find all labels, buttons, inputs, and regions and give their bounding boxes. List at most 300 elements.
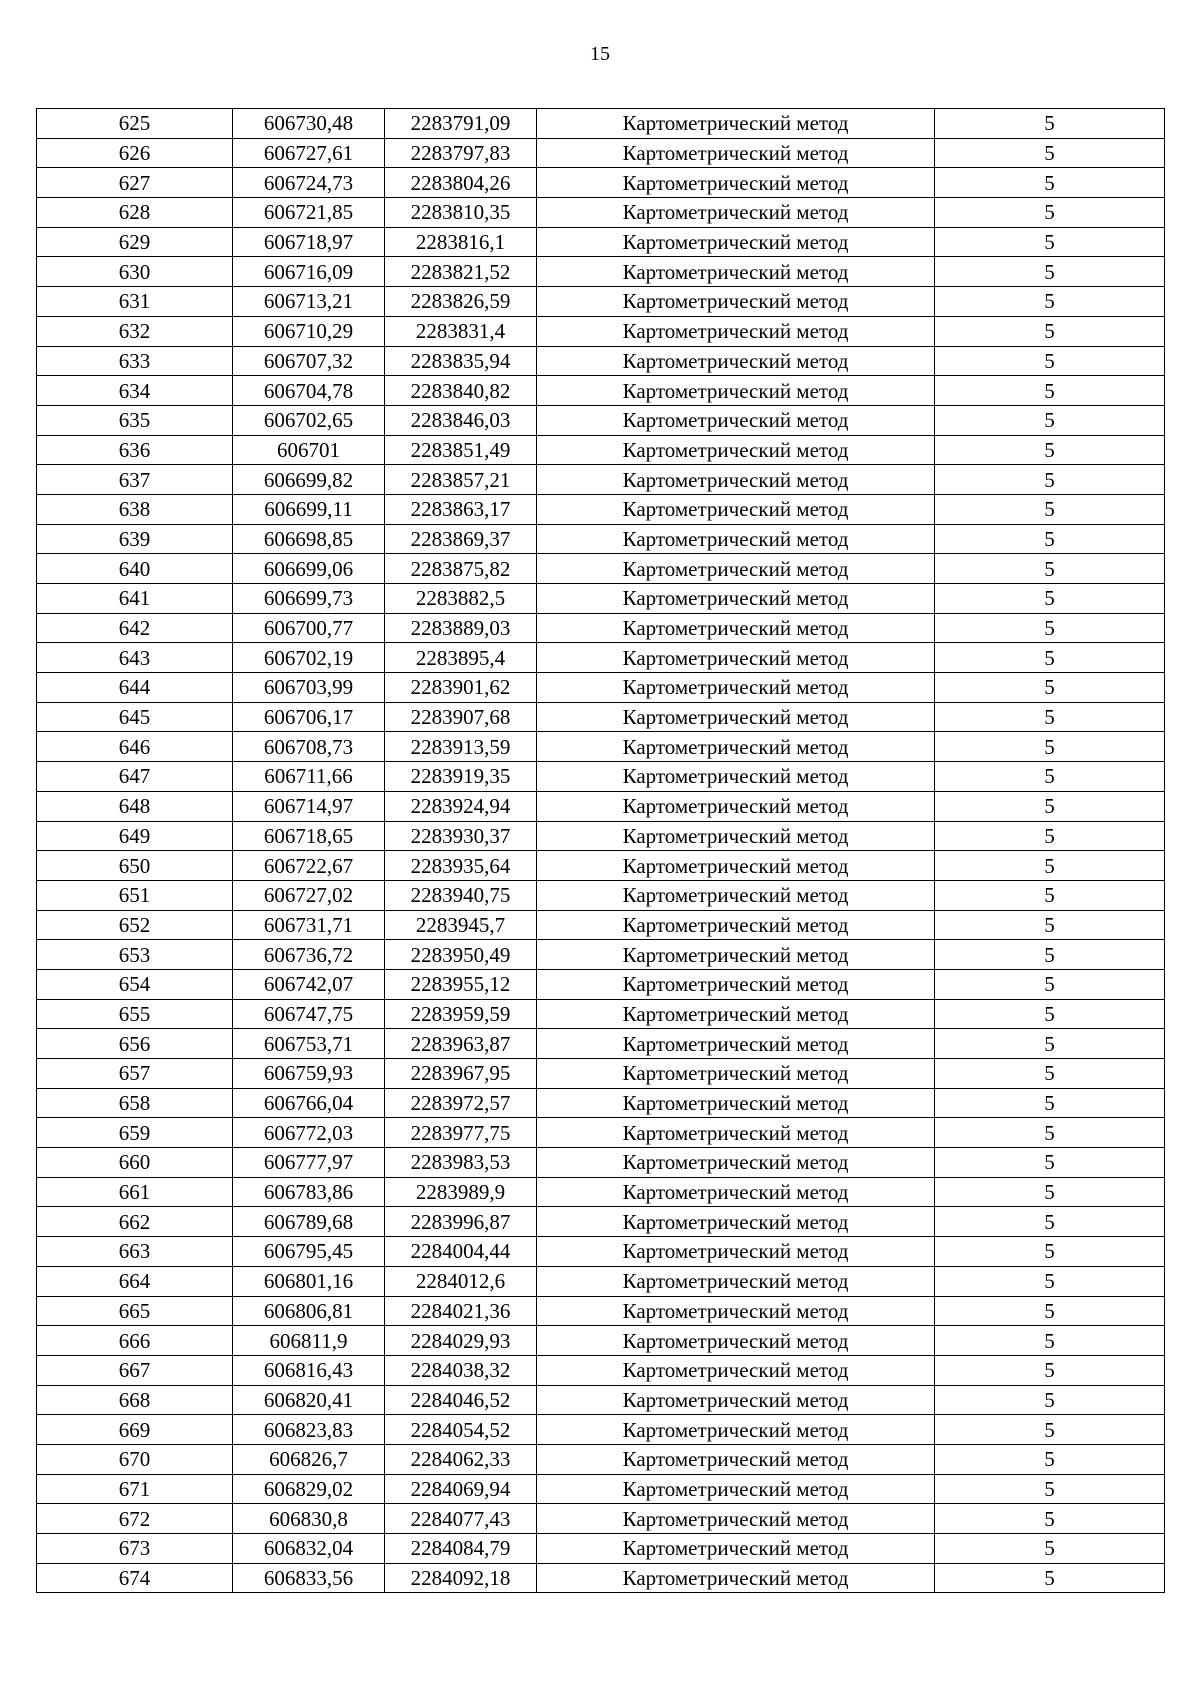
table-row <box>37 584 1165 614</box>
accuracy-cell: 5 <box>935 138 1165 168</box>
accuracy-cell: 5 <box>935 168 1165 198</box>
method-cell: Картометрический метод <box>537 1444 935 1474</box>
table-row <box>37 673 1165 703</box>
method-cell: Картометрический метод <box>537 584 935 614</box>
accuracy-cell: 5 <box>935 1118 1165 1148</box>
table-row <box>37 910 1165 940</box>
table-row <box>37 1534 1165 1564</box>
y-coordinate-cell: 2283895,4 <box>385 643 537 673</box>
x-coordinate-cell: 606753,71 <box>233 1029 385 1059</box>
x-coordinate-cell: 606742,07 <box>233 969 385 999</box>
x-coordinate-cell: 606721,85 <box>233 198 385 228</box>
table-row <box>37 168 1165 198</box>
accuracy-cell: 5 <box>935 494 1165 524</box>
y-coordinate-cell: 2283913,59 <box>385 732 537 762</box>
x-coordinate-cell: 606699,82 <box>233 465 385 495</box>
y-coordinate-cell: 2284062,33 <box>385 1444 537 1474</box>
accuracy-cell: 5 <box>935 316 1165 346</box>
method-cell: Картометрический метод <box>537 940 935 970</box>
method-cell: Картометрический метод <box>537 1534 935 1564</box>
x-coordinate-cell: 606772,03 <box>233 1118 385 1148</box>
point-number-cell: 646 <box>37 732 233 762</box>
x-coordinate-cell: 606702,19 <box>233 643 385 673</box>
method-cell: Картометрический метод <box>537 1326 935 1356</box>
point-number-cell: 630 <box>37 257 233 287</box>
point-number-cell: 632 <box>37 316 233 346</box>
x-coordinate-cell: 606707,32 <box>233 346 385 376</box>
point-number-cell: 629 <box>37 227 233 257</box>
table-row <box>37 1118 1165 1148</box>
accuracy-cell: 5 <box>935 999 1165 1029</box>
point-number-cell: 657 <box>37 1059 233 1089</box>
method-cell: Картометрический метод <box>537 524 935 554</box>
x-coordinate-cell: 606718,65 <box>233 821 385 851</box>
y-coordinate-cell: 2283963,87 <box>385 1029 537 1059</box>
point-number-cell: 673 <box>37 1534 233 1564</box>
table-row <box>37 1088 1165 1118</box>
x-coordinate-cell: 606722,67 <box>233 851 385 881</box>
y-coordinate-cell: 2283851,49 <box>385 435 537 465</box>
x-coordinate-cell: 606727,02 <box>233 880 385 910</box>
point-number-cell: 659 <box>37 1118 233 1148</box>
method-cell: Картометрический метод <box>537 198 935 228</box>
table-row <box>37 1326 1165 1356</box>
method-cell: Картометрический метод <box>537 257 935 287</box>
table-row <box>37 138 1165 168</box>
x-coordinate-cell: 606699,73 <box>233 584 385 614</box>
table-row <box>37 109 1165 139</box>
x-coordinate-cell: 606703,99 <box>233 673 385 703</box>
method-cell: Картометрический метод <box>537 1118 935 1148</box>
accuracy-cell: 5 <box>935 346 1165 376</box>
x-coordinate-cell: 606714,97 <box>233 791 385 821</box>
y-coordinate-cell: 2283977,75 <box>385 1118 537 1148</box>
x-coordinate-cell: 606826,7 <box>233 1444 385 1474</box>
table-row <box>37 435 1165 465</box>
point-number-cell: 625 <box>37 109 233 139</box>
point-number-cell: 651 <box>37 880 233 910</box>
y-coordinate-cell: 2283930,37 <box>385 821 537 851</box>
point-number-cell: 663 <box>37 1237 233 1267</box>
table-row <box>37 613 1165 643</box>
point-number-cell: 665 <box>37 1296 233 1326</box>
method-cell: Картометрический метод <box>537 316 935 346</box>
point-number-cell: 637 <box>37 465 233 495</box>
point-number-cell: 667 <box>37 1355 233 1385</box>
y-coordinate-cell: 2283869,37 <box>385 524 537 554</box>
table-row <box>37 1563 1165 1593</box>
method-cell: Картометрический метод <box>537 791 935 821</box>
point-number-cell: 652 <box>37 910 233 940</box>
page-number: 15 <box>590 43 610 65</box>
x-coordinate-cell: 606716,09 <box>233 257 385 287</box>
method-cell: Картометрический метод <box>537 1474 935 1504</box>
method-cell: Картометрический метод <box>537 376 935 406</box>
table-row <box>37 257 1165 287</box>
method-cell: Картометрический метод <box>537 1029 935 1059</box>
method-cell: Картометрический метод <box>537 138 935 168</box>
accuracy-cell: 5 <box>935 109 1165 139</box>
point-number-cell: 664 <box>37 1266 233 1296</box>
point-number-cell: 671 <box>37 1474 233 1504</box>
method-cell: Картометрический метод <box>537 880 935 910</box>
accuracy-cell: 5 <box>935 1355 1165 1385</box>
method-cell: Картометрический метод <box>537 494 935 524</box>
accuracy-cell: 5 <box>935 1385 1165 1415</box>
accuracy-cell: 5 <box>935 969 1165 999</box>
table-row <box>37 1207 1165 1237</box>
point-number-cell: 655 <box>37 999 233 1029</box>
y-coordinate-cell: 2284069,94 <box>385 1474 537 1504</box>
method-cell: Картометрический метод <box>537 969 935 999</box>
accuracy-cell: 5 <box>935 1444 1165 1474</box>
point-number-cell: 668 <box>37 1385 233 1415</box>
point-number-cell: 640 <box>37 554 233 584</box>
y-coordinate-cell: 2284021,36 <box>385 1296 537 1326</box>
method-cell: Картометрический метод <box>537 1177 935 1207</box>
x-coordinate-cell: 606711,66 <box>233 762 385 792</box>
y-coordinate-cell: 2283955,12 <box>385 969 537 999</box>
table-row <box>37 316 1165 346</box>
x-coordinate-cell: 606736,72 <box>233 940 385 970</box>
point-number-cell: 635 <box>37 405 233 435</box>
method-cell: Картометрический метод <box>537 702 935 732</box>
point-number-cell: 633 <box>37 346 233 376</box>
point-number-cell: 642 <box>37 613 233 643</box>
table-row <box>37 1504 1165 1534</box>
x-coordinate-cell: 606747,75 <box>233 999 385 1029</box>
method-cell: Картометрический метод <box>537 227 935 257</box>
point-number-cell: 639 <box>37 524 233 554</box>
accuracy-cell: 5 <box>935 376 1165 406</box>
y-coordinate-cell: 2283996,87 <box>385 1207 537 1237</box>
method-cell: Картометрический метод <box>537 851 935 881</box>
point-number-cell: 645 <box>37 702 233 732</box>
table-row <box>37 1029 1165 1059</box>
x-coordinate-cell: 606795,45 <box>233 1237 385 1267</box>
y-coordinate-cell: 2283907,68 <box>385 702 537 732</box>
table-row <box>37 405 1165 435</box>
accuracy-cell: 5 <box>935 1266 1165 1296</box>
x-coordinate-cell: 606698,85 <box>233 524 385 554</box>
x-coordinate-cell: 606704,78 <box>233 376 385 406</box>
point-number-cell: 669 <box>37 1415 233 1445</box>
y-coordinate-cell: 2283924,94 <box>385 791 537 821</box>
x-coordinate-cell: 606811,9 <box>233 1326 385 1356</box>
table-row <box>37 940 1165 970</box>
y-coordinate-cell: 2284084,79 <box>385 1534 537 1564</box>
point-number-cell: 649 <box>37 821 233 851</box>
point-number-cell: 643 <box>37 643 233 673</box>
x-coordinate-cell: 606708,73 <box>233 732 385 762</box>
accuracy-cell: 5 <box>935 940 1165 970</box>
table-row <box>37 1148 1165 1178</box>
method-cell: Картометрический метод <box>537 1237 935 1267</box>
method-cell: Картометрический метод <box>537 435 935 465</box>
x-coordinate-cell: 606829,02 <box>233 1474 385 1504</box>
y-coordinate-cell: 2283882,5 <box>385 584 537 614</box>
table-row <box>37 880 1165 910</box>
accuracy-cell: 5 <box>935 584 1165 614</box>
accuracy-cell: 5 <box>935 1177 1165 1207</box>
x-coordinate-cell: 606832,04 <box>233 1534 385 1564</box>
point-number-cell: 653 <box>37 940 233 970</box>
y-coordinate-cell: 2284092,18 <box>385 1563 537 1593</box>
accuracy-cell: 5 <box>935 1296 1165 1326</box>
method-cell: Картометрический метод <box>537 1415 935 1445</box>
point-number-cell: 670 <box>37 1444 233 1474</box>
coordinates-table-body <box>37 109 1165 1593</box>
coordinates-table <box>36 108 1165 1593</box>
method-cell: Картометрический метод <box>537 346 935 376</box>
accuracy-cell: 5 <box>935 465 1165 495</box>
table-row <box>37 732 1165 762</box>
y-coordinate-cell: 2283831,4 <box>385 316 537 346</box>
accuracy-cell: 5 <box>935 1029 1165 1059</box>
y-coordinate-cell: 2283804,26 <box>385 168 537 198</box>
y-coordinate-cell: 2284012,6 <box>385 1266 537 1296</box>
method-cell: Картометрический метод <box>537 109 935 139</box>
method-cell: Картометрический метод <box>537 1355 935 1385</box>
point-number-cell: 674 <box>37 1563 233 1593</box>
point-number-cell: 636 <box>37 435 233 465</box>
accuracy-cell: 5 <box>935 1207 1165 1237</box>
x-coordinate-cell: 606727,61 <box>233 138 385 168</box>
accuracy-cell: 5 <box>935 554 1165 584</box>
y-coordinate-cell: 2284077,43 <box>385 1504 537 1534</box>
table-row <box>37 1296 1165 1326</box>
method-cell: Картометрический метод <box>537 1148 935 1178</box>
y-coordinate-cell: 2283945,7 <box>385 910 537 940</box>
x-coordinate-cell: 606833,56 <box>233 1563 385 1593</box>
method-cell: Картометрический метод <box>537 1296 935 1326</box>
x-coordinate-cell: 606702,65 <box>233 405 385 435</box>
table-row <box>37 702 1165 732</box>
y-coordinate-cell: 2284004,44 <box>385 1237 537 1267</box>
x-coordinate-cell: 606724,73 <box>233 168 385 198</box>
point-number-cell: 672 <box>37 1504 233 1534</box>
table-row <box>37 821 1165 851</box>
y-coordinate-cell: 2284046,52 <box>385 1385 537 1415</box>
y-coordinate-cell: 2283901,62 <box>385 673 537 703</box>
table-row <box>37 1266 1165 1296</box>
method-cell: Картометрический метод <box>537 1504 935 1534</box>
accuracy-cell: 5 <box>935 227 1165 257</box>
y-coordinate-cell: 2284029,93 <box>385 1326 537 1356</box>
y-coordinate-cell: 2283919,35 <box>385 762 537 792</box>
method-cell: Картометрический метод <box>537 1059 935 1089</box>
method-cell: Картометрический метод <box>537 732 935 762</box>
table-row <box>37 762 1165 792</box>
table-row <box>37 791 1165 821</box>
x-coordinate-cell: 606820,41 <box>233 1385 385 1415</box>
point-number-cell: 628 <box>37 198 233 228</box>
table-row <box>37 1355 1165 1385</box>
table-row <box>37 999 1165 1029</box>
accuracy-cell: 5 <box>935 702 1165 732</box>
x-coordinate-cell: 606731,71 <box>233 910 385 940</box>
x-coordinate-cell: 606789,68 <box>233 1207 385 1237</box>
table-row <box>37 346 1165 376</box>
point-number-cell: 666 <box>37 1326 233 1356</box>
accuracy-cell: 5 <box>935 1563 1165 1593</box>
y-coordinate-cell: 2283959,59 <box>385 999 537 1029</box>
point-number-cell: 627 <box>37 168 233 198</box>
y-coordinate-cell: 2283840,82 <box>385 376 537 406</box>
x-coordinate-cell: 606730,48 <box>233 109 385 139</box>
y-coordinate-cell: 2283821,52 <box>385 257 537 287</box>
accuracy-cell: 5 <box>935 910 1165 940</box>
y-coordinate-cell: 2283791,09 <box>385 109 537 139</box>
accuracy-cell: 5 <box>935 1534 1165 1564</box>
accuracy-cell: 5 <box>935 1474 1165 1504</box>
point-number-cell: 626 <box>37 138 233 168</box>
y-coordinate-cell: 2283983,53 <box>385 1148 537 1178</box>
y-coordinate-cell: 2283826,59 <box>385 287 537 317</box>
table-row <box>37 465 1165 495</box>
x-coordinate-cell: 606830,8 <box>233 1504 385 1534</box>
x-coordinate-cell: 606801,16 <box>233 1266 385 1296</box>
accuracy-cell: 5 <box>935 1326 1165 1356</box>
accuracy-cell: 5 <box>935 257 1165 287</box>
point-number-cell: 662 <box>37 1207 233 1237</box>
accuracy-cell: 5 <box>935 1237 1165 1267</box>
point-number-cell: 644 <box>37 673 233 703</box>
y-coordinate-cell: 2283940,75 <box>385 880 537 910</box>
table-row <box>37 1059 1165 1089</box>
x-coordinate-cell: 606766,04 <box>233 1088 385 1118</box>
accuracy-cell: 5 <box>935 1059 1165 1089</box>
point-number-cell: 660 <box>37 1148 233 1178</box>
x-coordinate-cell: 606718,97 <box>233 227 385 257</box>
x-coordinate-cell: 606706,17 <box>233 702 385 732</box>
method-cell: Картометрический метод <box>537 554 935 584</box>
table-row <box>37 554 1165 584</box>
table-row <box>37 198 1165 228</box>
point-number-cell: 654 <box>37 969 233 999</box>
table-row <box>37 494 1165 524</box>
accuracy-cell: 5 <box>935 287 1165 317</box>
accuracy-cell: 5 <box>935 732 1165 762</box>
y-coordinate-cell: 2283889,03 <box>385 613 537 643</box>
table-row <box>37 376 1165 406</box>
table-row <box>37 1444 1165 1474</box>
method-cell: Картометрический метод <box>537 465 935 495</box>
method-cell: Картометрический метод <box>537 1088 935 1118</box>
x-coordinate-cell: 606823,83 <box>233 1415 385 1445</box>
table-row <box>37 851 1165 881</box>
x-coordinate-cell: 606710,29 <box>233 316 385 346</box>
y-coordinate-cell: 2283816,1 <box>385 227 537 257</box>
table-row <box>37 1415 1165 1445</box>
accuracy-cell: 5 <box>935 613 1165 643</box>
table-row <box>37 524 1165 554</box>
x-coordinate-cell: 606701 <box>233 435 385 465</box>
method-cell: Картометрический метод <box>537 762 935 792</box>
point-number-cell: 634 <box>37 376 233 406</box>
accuracy-cell: 5 <box>935 435 1165 465</box>
point-number-cell: 650 <box>37 851 233 881</box>
point-number-cell: 648 <box>37 791 233 821</box>
table-row <box>37 227 1165 257</box>
accuracy-cell: 5 <box>935 524 1165 554</box>
table-row <box>37 1237 1165 1267</box>
x-coordinate-cell: 606783,86 <box>233 1177 385 1207</box>
x-coordinate-cell: 606713,21 <box>233 287 385 317</box>
accuracy-cell: 5 <box>935 198 1165 228</box>
point-number-cell: 658 <box>37 1088 233 1118</box>
method-cell: Картометрический метод <box>537 613 935 643</box>
y-coordinate-cell: 2283950,49 <box>385 940 537 970</box>
accuracy-cell: 5 <box>935 821 1165 851</box>
accuracy-cell: 5 <box>935 1504 1165 1534</box>
table-row <box>37 1385 1165 1415</box>
method-cell: Картометрический метод <box>537 999 935 1029</box>
x-coordinate-cell: 606806,81 <box>233 1296 385 1326</box>
table-row <box>37 1177 1165 1207</box>
table-row <box>37 287 1165 317</box>
x-coordinate-cell: 606816,43 <box>233 1355 385 1385</box>
y-coordinate-cell: 2283967,95 <box>385 1059 537 1089</box>
x-coordinate-cell: 606759,93 <box>233 1059 385 1089</box>
x-coordinate-cell: 606777,97 <box>233 1148 385 1178</box>
table-row <box>37 643 1165 673</box>
y-coordinate-cell: 2283863,17 <box>385 494 537 524</box>
x-coordinate-cell: 606700,77 <box>233 613 385 643</box>
method-cell: Картометрический метод <box>537 168 935 198</box>
method-cell: Картометрический метод <box>537 1563 935 1593</box>
point-number-cell: 641 <box>37 584 233 614</box>
method-cell: Картометрический метод <box>537 287 935 317</box>
accuracy-cell: 5 <box>935 762 1165 792</box>
method-cell: Картометрический метод <box>537 1385 935 1415</box>
accuracy-cell: 5 <box>935 405 1165 435</box>
method-cell: Картометрический метод <box>537 405 935 435</box>
method-cell: Картометрический метод <box>537 1207 935 1237</box>
y-coordinate-cell: 2283797,83 <box>385 138 537 168</box>
accuracy-cell: 5 <box>935 1148 1165 1178</box>
method-cell: Картометрический метод <box>537 673 935 703</box>
table-row <box>37 969 1165 999</box>
accuracy-cell: 5 <box>935 1088 1165 1118</box>
method-cell: Картометрический метод <box>537 821 935 851</box>
y-coordinate-cell: 2283846,03 <box>385 405 537 435</box>
point-number-cell: 631 <box>37 287 233 317</box>
y-coordinate-cell: 2283935,64 <box>385 851 537 881</box>
method-cell: Картометрический метод <box>537 643 935 673</box>
y-coordinate-cell: 2284038,32 <box>385 1355 537 1385</box>
y-coordinate-cell: 2283972,57 <box>385 1088 537 1118</box>
table-row <box>37 1474 1165 1504</box>
y-coordinate-cell: 2283835,94 <box>385 346 537 376</box>
point-number-cell: 656 <box>37 1029 233 1059</box>
accuracy-cell: 5 <box>935 643 1165 673</box>
method-cell: Картометрический метод <box>537 910 935 940</box>
method-cell: Картометрический метод <box>537 1266 935 1296</box>
y-coordinate-cell: 2283810,35 <box>385 198 537 228</box>
y-coordinate-cell: 2284054,52 <box>385 1415 537 1445</box>
point-number-cell: 661 <box>37 1177 233 1207</box>
accuracy-cell: 5 <box>935 880 1165 910</box>
accuracy-cell: 5 <box>935 673 1165 703</box>
accuracy-cell: 5 <box>935 1415 1165 1445</box>
point-number-cell: 647 <box>37 762 233 792</box>
accuracy-cell: 5 <box>935 851 1165 881</box>
y-coordinate-cell: 2283989,9 <box>385 1177 537 1207</box>
y-coordinate-cell: 2283857,21 <box>385 465 537 495</box>
point-number-cell: 638 <box>37 494 233 524</box>
x-coordinate-cell: 606699,11 <box>233 494 385 524</box>
